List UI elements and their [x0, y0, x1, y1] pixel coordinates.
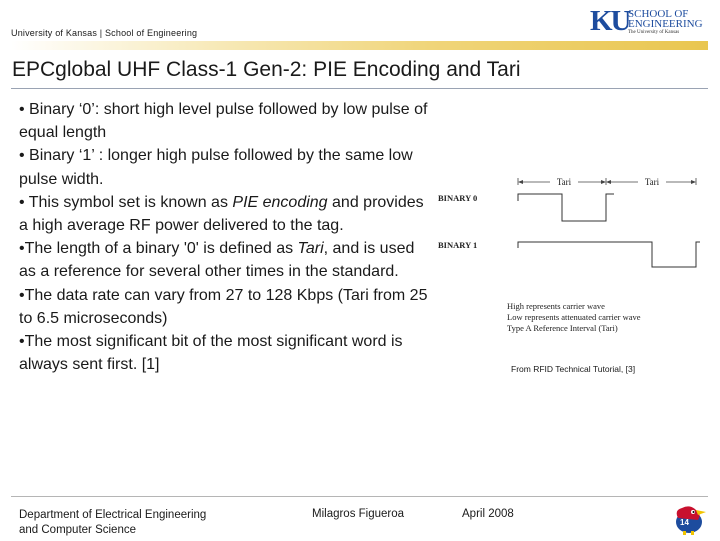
arrowhead [601, 180, 606, 184]
binary0-label: BINARY 0 [438, 193, 478, 203]
bullet-item [19, 98, 434, 144]
bullet-item [19, 237, 434, 283]
jayhawk-mascot-icon [668, 500, 708, 536]
slide-title: EPCglobal UHF Class-1 Gen-2: PIE Encoding and Tari [12, 58, 521, 81]
header-org-text: University of Kansas | School of Engineering [11, 28, 198, 38]
bullet-text: • Binary ‘1’ : longer high pulse followed by the same low pulse width. [19, 147, 413, 188]
legend-line: Type A Reference Interval (Tari) [507, 323, 618, 333]
bullet-text: •The most significant bit of the most significant word is always sent first. [1] [19, 333, 403, 374]
bullet-item [19, 144, 434, 190]
ku-engineering-logo [590, 6, 715, 40]
bullet-list [19, 98, 434, 376]
binary1-waveform [518, 242, 700, 267]
footer-divider [11, 496, 708, 497]
figure-caption: From RFID Technical Tutorial, [3] [511, 364, 636, 374]
bullet-text: , and is used as a reference for several other times in the standard. [19, 240, 415, 281]
legend-line: High represents carrier wave [507, 301, 605, 311]
bullet-text: and provides a high average RF power delivered to the tag. [19, 193, 424, 235]
bullet-text: • Binary ‘0’: short high level pulse followed by low pulse of equal length [19, 101, 428, 142]
footer-author: Milagros Figueroa [312, 508, 405, 520]
page-number: 14 [680, 518, 689, 527]
binary1-label: BINARY 1 [438, 240, 478, 250]
tari-label: Tari [644, 177, 660, 187]
bullet-item [19, 284, 434, 330]
arrowhead [606, 180, 611, 184]
bullet-emphasis: PIE encoding [232, 193, 328, 211]
bullet-text: •The data rate can vary from 27 to 128 Kbps (Tari from 25 to 6.5 microseconds) [19, 286, 428, 327]
bullet-text: •The length of a binary '0' is defined as [19, 240, 298, 258]
tari-arrows [518, 178, 696, 185]
pie-encoding-diagram [434, 170, 704, 340]
legend-line: Low represents attenuated carrier wave [507, 312, 641, 322]
bullet-emphasis: Tari [297, 240, 324, 258]
binary0-waveform [518, 194, 614, 221]
arrowhead [691, 180, 696, 184]
footer-dept-line2: and Computer Science [19, 524, 136, 536]
header-gradient-bar [11, 41, 708, 50]
footer-date: April 2008 [462, 508, 514, 520]
footer-dept-line1: Department of Electrical Engineering [19, 509, 207, 521]
logo-mark: KU [590, 5, 630, 37]
logo-school-line1: SCHOOL OF [628, 8, 689, 20]
bullet-item [19, 330, 434, 376]
footer-department [19, 508, 206, 538]
bullet-item [19, 191, 434, 237]
logo-school-name [628, 9, 703, 29]
bullet-text: • This symbol set is known as [19, 193, 233, 211]
logo-school-line2: ENGINEERING [628, 18, 703, 30]
arrowhead [518, 180, 523, 184]
tari-label: Tari [556, 177, 572, 187]
logo-subtitle: The University of Kansas [628, 30, 680, 35]
title-divider [11, 88, 708, 89]
